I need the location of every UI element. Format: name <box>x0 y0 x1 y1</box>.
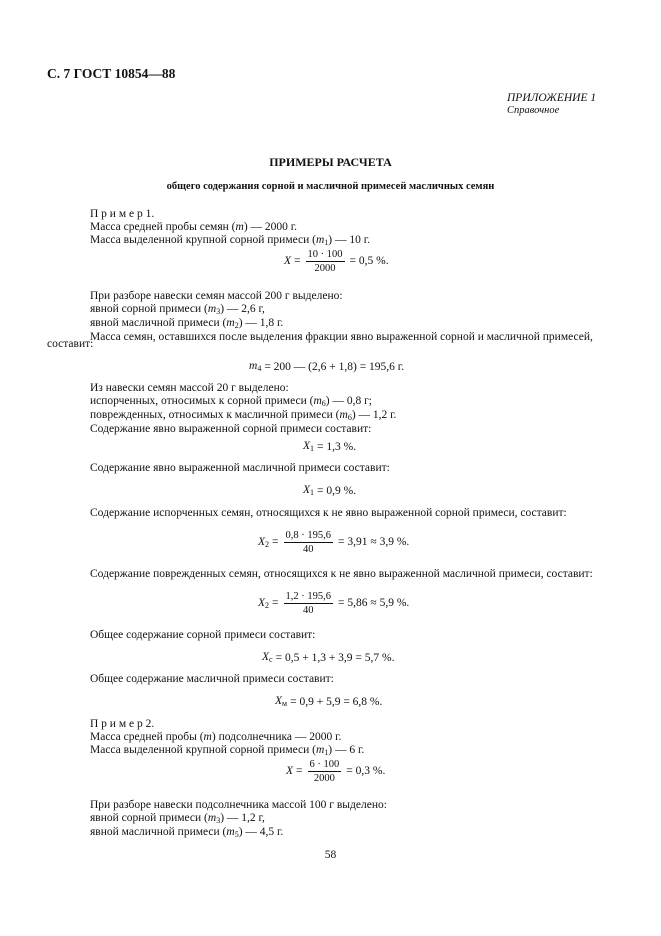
weed-content-text: Содержание явно выраженной сорной примеси составит: <box>90 422 372 435</box>
oil-content-text: Содержание явно выраженной масличной примеси составит: <box>90 462 390 474</box>
formula-x1-oil: $X_1$ = 0,9 %. <box>303 484 357 497</box>
page-title: ПРИМЕРЫ РАСЧЕТА <box>269 155 392 169</box>
example2-intro <box>90 718 364 758</box>
appendix-title: ПРИЛОЖЕНИЕ 1 <box>507 92 597 104</box>
example1-subsample: Из навески семян массой 20 г выделено: испорченных, относимых к сорной примеси $(m_6)$ — 0,8 г; поврежденных, относимых к масличной примеси $(m_6)$ — 1,2 г. Содержание явно выраженной сорной примеси составит: <box>90 382 397 435</box>
example2-label: П р и м е р 2. <box>90 718 155 730</box>
formula-x2-spoiled: $X_2$ = $\frac{0,8 \cdot 195,6}{40}$ = 3,91 ≈ 3,9 %. <box>258 530 410 556</box>
page-number: 58 <box>324 849 337 861</box>
example1-sample-mass: Масса средней пробы семян (m) — 2000 г. <box>90 220 298 233</box>
weed-obvious-line: явной сорной примеси $(m_3)$ — 2,6 г, <box>90 302 265 316</box>
example1-weed-mass: Масса выделенной крупной сорной примеси $(m_1)$ — 10 г. <box>90 233 371 247</box>
formula-x1-weed: $X_1$ = 1,3 %. <box>303 440 357 453</box>
oil-obvious-line: явной масличной примеси $(m_2)$ — 1,8 г. <box>90 316 284 330</box>
damaged-line: поврежденных, относимых к масличной примеси $(m_6)$ — 1,2 г. <box>90 408 397 422</box>
total-oil-text: Общее содержание масличной примеси составит: <box>90 673 334 685</box>
appendix-type: Справочное <box>507 104 560 116</box>
formula-x-example1: X = $\frac{10 \cdot 100}{2000}$ = 0,5 %. <box>284 249 389 275</box>
formula-x-example2: X = $\frac{6 \cdot 100}{2000}$ = 0,3 %. <box>286 759 386 785</box>
page-subtitle: общего содержания сорной и масличной примесей масличных семян <box>166 181 495 192</box>
spoiled-line: испорченных, относимых к сорной примеси $(m_6)$ — 0,8 г; <box>90 394 373 408</box>
example2-weed-mass: Масса выделенной крупной сорной примеси $(m_1)$ — 6 г. <box>90 743 365 757</box>
spoiled-content-text: Содержание испорченных семян, относящихся к не явно выраженной сорной примеси, составит: <box>90 507 567 519</box>
example1-label: П р и м е р 1. <box>90 208 155 220</box>
damaged-content-text: Содержание поврежденных семян, относящихся к не явно выраженной масличной примеси, составит: <box>90 568 593 580</box>
example2-oil-obvious: явной масличной примеси $(m_5)$ — 4,5 г. <box>90 825 284 839</box>
example1-analysis: При разборе навески семян массой 200 г выделено: явной сорной примеси $(m_3)$ — 2,6 г, явной масличной примеси $(m_2)$ — 1,8 г. Масса семян, оставшихся после выделения фракции явно выраженной сорной и масличной примесей, <box>90 290 593 343</box>
example1-intro <box>90 208 370 248</box>
example2-weed-obvious: явной сорной примеси $(m_3)$ — 1,2 г, <box>90 811 265 825</box>
document-header: С. 7 ГОСТ 10854—88 <box>47 66 176 81</box>
remaining-mass-line: Масса семян, оставшихся после выделения фракции явно выраженной сорной и масличной примесей, <box>90 330 593 343</box>
formula-xc: $X_с$ = 0,5 + 1,3 + 3,9 = 5,7 %. <box>262 651 395 664</box>
formula-xm: $X_м$ = 0,9 + 5,9 = 6,8 %. <box>275 695 383 708</box>
remaining-mass-line2: составит: <box>47 338 94 350</box>
total-weed-text: Общее содержание сорной примеси составит: <box>90 629 316 641</box>
example2-sample-mass: Масса средней пробы (m) подсолнечника — 2000 г. <box>90 730 342 743</box>
formula-x2-damaged: $X_2$ = $\frac{1,2 \cdot 195,6}{40}$ = 5,86 ≈ 5,9 %. <box>258 591 410 617</box>
example2-analysis: При разборе навески подсолнечника массой 100 г выделено: явной сорной примеси $(m_3)$ — 1,2 г, явной масличной примеси $(m_5)$ — 4,5 г. <box>90 799 387 839</box>
appendix-label <box>507 92 596 117</box>
formula-m4: $m_4$ = 200 — (2,6 + 1,8) = 195,6 г. <box>249 360 405 373</box>
